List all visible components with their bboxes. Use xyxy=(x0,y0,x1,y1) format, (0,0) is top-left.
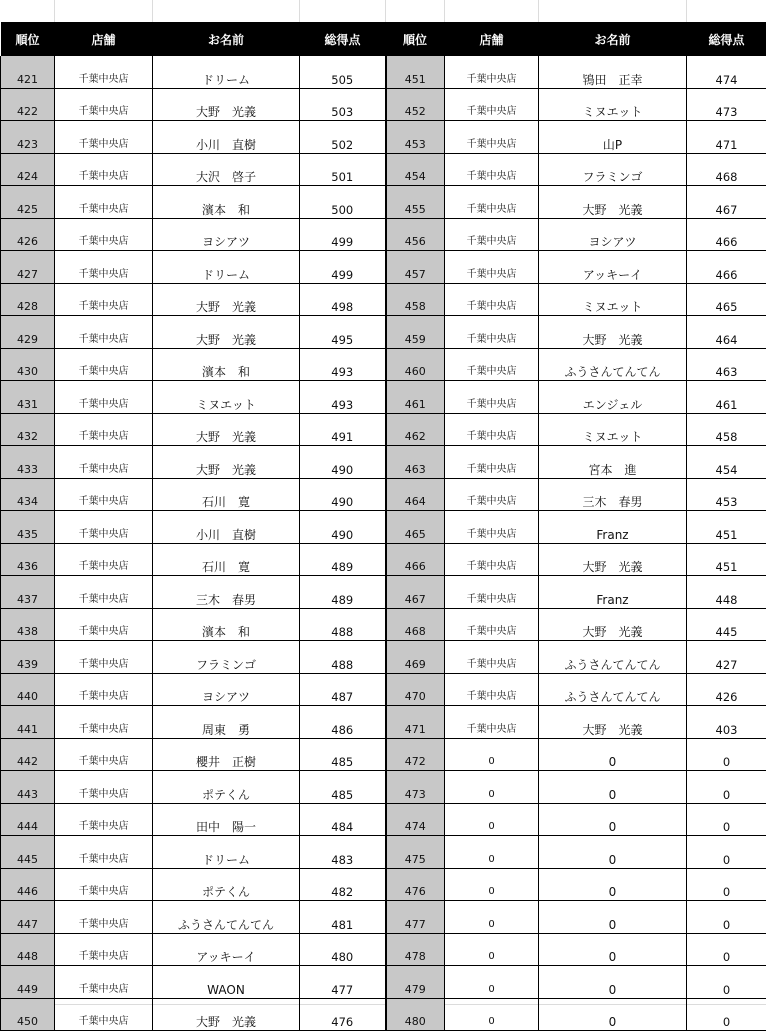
rank-cell[interactable]: 455 xyxy=(386,186,445,219)
rank-cell[interactable]: 458 xyxy=(386,283,445,316)
name-cell[interactable]: ふうさんてんてん xyxy=(539,641,687,674)
table-row xyxy=(1,381,766,414)
score-cell[interactable]: 0 xyxy=(687,901,766,934)
table-row xyxy=(1,283,766,316)
store-cell[interactable]: 0 xyxy=(445,738,539,771)
score-cell[interactable]: 493 xyxy=(300,348,386,381)
rank-cell[interactable]: 465 xyxy=(386,511,445,544)
score-cell[interactable]: 489 xyxy=(300,543,386,576)
score-cell[interactable]: 499 xyxy=(300,251,386,284)
score-cell[interactable]: 477 xyxy=(300,966,386,999)
store-cell[interactable]: 千葉中央店 xyxy=(55,251,153,284)
rank-cell[interactable]: 432 xyxy=(1,413,55,446)
score-cell[interactable]: 403 xyxy=(687,706,766,739)
score-cell[interactable]: 466 xyxy=(687,251,766,284)
score-cell[interactable]: 454 xyxy=(687,446,766,479)
store-cell[interactable]: 千葉中央店 xyxy=(55,283,153,316)
rank-cell[interactable]: 440 xyxy=(1,673,55,706)
score-cell[interactable]: 466 xyxy=(687,218,766,251)
name-cell[interactable]: 櫻井 正樹 xyxy=(153,738,300,771)
name-cell[interactable]: 大野 光義 xyxy=(153,88,300,121)
name-cell[interactable]: 0 xyxy=(539,868,687,901)
score-cell[interactable]: 453 xyxy=(687,478,766,511)
store-cell[interactable]: 千葉中央店 xyxy=(445,218,539,251)
table-row xyxy=(1,998,766,1031)
name-cell[interactable]: Franz xyxy=(539,511,687,544)
rank-cell[interactable]: 438 xyxy=(1,608,55,641)
table-row xyxy=(1,673,766,706)
rank-cell[interactable]: 442 xyxy=(1,738,55,771)
table-row xyxy=(1,706,766,739)
table-row xyxy=(1,218,766,251)
score-cell[interactable]: 458 xyxy=(687,413,766,446)
table-row xyxy=(1,121,766,154)
score-cell[interactable]: 0 xyxy=(687,803,766,836)
store-cell[interactable]: 千葉中央店 xyxy=(55,608,153,641)
store-cell[interactable]: 0 xyxy=(445,966,539,999)
name-cell[interactable]: ポテくん xyxy=(153,771,300,804)
store-cell[interactable]: 千葉中央店 xyxy=(445,186,539,219)
score-cell[interactable]: 463 xyxy=(687,348,766,381)
table-row xyxy=(1,88,766,121)
store-cell[interactable]: 千葉中央店 xyxy=(445,413,539,446)
score-cell[interactable]: 498 xyxy=(300,283,386,316)
header-score: 総得点 xyxy=(300,22,386,56)
table-row xyxy=(1,771,766,804)
store-cell[interactable]: 千葉中央店 xyxy=(55,56,153,88)
rank-cell[interactable]: 421 xyxy=(1,56,55,88)
table-row xyxy=(1,543,766,576)
name-cell[interactable]: 小川 直樹 xyxy=(153,121,300,154)
rank-cell[interactable]: 424 xyxy=(1,153,55,186)
score-cell[interactable]: 486 xyxy=(300,706,386,739)
score-cell[interactable]: 465 xyxy=(687,283,766,316)
header-store: 店舗 xyxy=(445,22,539,56)
score-cell[interactable]: 445 xyxy=(687,608,766,641)
rank-cell[interactable]: 463 xyxy=(386,446,445,479)
rank-cell[interactable]: 447 xyxy=(1,901,55,934)
table-row xyxy=(1,836,766,869)
store-cell[interactable]: 千葉中央店 xyxy=(55,868,153,901)
rank-cell[interactable]: 459 xyxy=(386,316,445,349)
rank-cell[interactable]: 425 xyxy=(1,186,55,219)
name-cell[interactable]: ヨシアツ xyxy=(539,218,687,251)
table-row xyxy=(1,966,766,999)
name-cell[interactable]: 0 xyxy=(539,836,687,869)
ranking-table xyxy=(0,22,766,1031)
name-cell[interactable]: 石川 寛 xyxy=(153,543,300,576)
name-cell[interactable]: 周東 勇 xyxy=(153,706,300,739)
table-row xyxy=(1,738,766,771)
rank-cell[interactable]: 467 xyxy=(386,576,445,609)
score-cell[interactable]: 502 xyxy=(300,121,386,154)
store-cell[interactable]: 千葉中央店 xyxy=(55,511,153,544)
header-rank: 順位 xyxy=(1,22,55,56)
score-cell[interactable]: 468 xyxy=(687,153,766,186)
store-cell[interactable]: 千葉中央店 xyxy=(55,576,153,609)
score-cell[interactable]: 426 xyxy=(687,673,766,706)
name-cell[interactable]: 0 xyxy=(539,966,687,999)
store-cell[interactable]: 千葉中央店 xyxy=(445,153,539,186)
store-cell[interactable]: 千葉中央店 xyxy=(445,381,539,414)
store-cell[interactable]: 千葉中央店 xyxy=(55,478,153,511)
store-cell[interactable]: 千葉中央店 xyxy=(55,381,153,414)
table-row xyxy=(1,186,766,219)
score-cell[interactable]: 473 xyxy=(687,88,766,121)
name-cell[interactable]: ヨシアツ xyxy=(153,218,300,251)
store-cell[interactable]: 千葉中央店 xyxy=(55,348,153,381)
store-cell[interactable]: 千葉中央店 xyxy=(445,88,539,121)
table-row xyxy=(1,153,766,186)
rank-cell[interactable]: 436 xyxy=(1,543,55,576)
rank-cell[interactable]: 480 xyxy=(386,998,445,1031)
name-cell[interactable]: 大野 光義 xyxy=(153,446,300,479)
score-cell[interactable]: 485 xyxy=(300,771,386,804)
rank-cell[interactable]: 454 xyxy=(386,153,445,186)
header-name: お名前 xyxy=(539,22,687,56)
store-cell[interactable]: 0 xyxy=(445,933,539,966)
name-cell[interactable]: 三木 春男 xyxy=(153,576,300,609)
table-row xyxy=(1,901,766,934)
rank-cell[interactable]: 422 xyxy=(1,88,55,121)
rank-cell[interactable]: 470 xyxy=(386,673,445,706)
name-cell[interactable]: ポテくん xyxy=(153,868,300,901)
rank-cell[interactable]: 473 xyxy=(386,771,445,804)
rank-cell[interactable]: 457 xyxy=(386,251,445,284)
score-cell[interactable]: 499 xyxy=(300,218,386,251)
rank-cell[interactable]: 461 xyxy=(386,381,445,414)
store-cell[interactable]: 千葉中央店 xyxy=(55,738,153,771)
rank-cell[interactable]: 445 xyxy=(1,836,55,869)
name-cell[interactable]: 0 xyxy=(539,901,687,934)
store-cell[interactable]: 千葉中央店 xyxy=(55,186,153,219)
rank-cell[interactable]: 446 xyxy=(1,868,55,901)
score-cell[interactable]: 0 xyxy=(687,933,766,966)
store-cell[interactable]: 千葉中央店 xyxy=(445,673,539,706)
rank-cell[interactable]: 474 xyxy=(386,803,445,836)
table-row xyxy=(1,316,766,349)
name-cell[interactable]: 0 xyxy=(539,998,687,1031)
ranking-body xyxy=(1,56,766,1031)
score-cell[interactable]: 500 xyxy=(300,186,386,219)
rank-cell[interactable]: 430 xyxy=(1,348,55,381)
name-cell[interactable]: 大野 光義 xyxy=(153,283,300,316)
store-cell[interactable]: 千葉中央店 xyxy=(55,673,153,706)
store-cell[interactable]: 千葉中央店 xyxy=(55,88,153,121)
name-cell[interactable]: 大野 光義 xyxy=(153,413,300,446)
name-cell[interactable]: ふうさんてんてん xyxy=(153,901,300,934)
name-cell[interactable]: 田中 陽一 xyxy=(153,803,300,836)
rank-cell[interactable]: 431 xyxy=(1,381,55,414)
name-cell[interactable]: 石川 寛 xyxy=(153,478,300,511)
name-cell[interactable]: ふうさんてんてん xyxy=(539,673,687,706)
table-row xyxy=(1,608,766,641)
rank-cell[interactable]: 469 xyxy=(386,641,445,674)
store-cell[interactable]: 千葉中央店 xyxy=(445,608,539,641)
rank-cell[interactable]: 433 xyxy=(1,446,55,479)
store-cell[interactable]: 千葉中央店 xyxy=(445,576,539,609)
score-cell[interactable]: 491 xyxy=(300,413,386,446)
store-cell[interactable]: 千葉中央店 xyxy=(55,966,153,999)
rank-cell[interactable]: 453 xyxy=(386,121,445,154)
score-cell[interactable]: 474 xyxy=(687,56,766,88)
rank-cell[interactable]: 476 xyxy=(386,868,445,901)
store-cell[interactable]: 千葉中央店 xyxy=(55,413,153,446)
store-cell[interactable]: 千葉中央店 xyxy=(55,543,153,576)
score-cell[interactable]: 483 xyxy=(300,836,386,869)
rank-cell[interactable]: 448 xyxy=(1,933,55,966)
table-row xyxy=(1,478,766,511)
rank-cell[interactable]: 462 xyxy=(386,413,445,446)
name-cell[interactable]: Franz xyxy=(539,576,687,609)
store-cell[interactable]: 千葉中央店 xyxy=(445,348,539,381)
store-cell[interactable]: 千葉中央店 xyxy=(445,543,539,576)
name-cell[interactable]: エンジェル xyxy=(539,381,687,414)
store-cell[interactable]: 千葉中央店 xyxy=(55,446,153,479)
name-cell[interactable]: ミヌエット xyxy=(153,381,300,414)
store-cell[interactable]: 千葉中央店 xyxy=(55,933,153,966)
score-cell[interactable]: 471 xyxy=(687,121,766,154)
store-cell[interactable]: 千葉中央店 xyxy=(445,316,539,349)
table-row xyxy=(1,348,766,381)
rank-cell[interactable]: 429 xyxy=(1,316,55,349)
name-cell[interactable]: 濱本 和 xyxy=(153,186,300,219)
store-cell[interactable]: 千葉中央店 xyxy=(445,56,539,88)
store-cell[interactable]: 千葉中央店 xyxy=(55,316,153,349)
store-cell[interactable]: 0 xyxy=(445,868,539,901)
rank-cell[interactable]: 449 xyxy=(1,966,55,999)
score-cell[interactable]: 0 xyxy=(687,771,766,804)
rank-cell[interactable]: 434 xyxy=(1,478,55,511)
name-cell[interactable]: 大野 光義 xyxy=(539,543,687,576)
store-cell[interactable]: 千葉中央店 xyxy=(55,836,153,869)
score-cell[interactable]: 0 xyxy=(687,836,766,869)
name-cell[interactable]: 大野 光義 xyxy=(539,706,687,739)
store-cell[interactable]: 千葉中央店 xyxy=(55,998,153,1031)
rank-cell[interactable]: 477 xyxy=(386,901,445,934)
table-row xyxy=(1,56,766,88)
score-cell[interactable]: 488 xyxy=(300,608,386,641)
score-cell[interactable]: 495 xyxy=(300,316,386,349)
rank-cell[interactable]: 466 xyxy=(386,543,445,576)
rank-cell[interactable]: 427 xyxy=(1,251,55,284)
name-cell[interactable]: 三木 春男 xyxy=(539,478,687,511)
name-cell[interactable]: ヨシアツ xyxy=(153,673,300,706)
name-cell[interactable]: フラミンゴ xyxy=(153,641,300,674)
rank-cell[interactable]: 464 xyxy=(386,478,445,511)
name-cell[interactable]: フラミンゴ xyxy=(539,153,687,186)
score-cell[interactable]: 503 xyxy=(300,88,386,121)
name-cell[interactable]: 0 xyxy=(539,933,687,966)
rank-cell[interactable]: 441 xyxy=(1,706,55,739)
store-cell[interactable]: 千葉中央店 xyxy=(55,706,153,739)
rank-cell[interactable]: 450 xyxy=(1,998,55,1031)
score-cell[interactable]: 489 xyxy=(300,576,386,609)
name-cell[interactable]: ふうさんてんてん xyxy=(539,348,687,381)
score-cell[interactable]: 484 xyxy=(300,803,386,836)
score-cell[interactable]: 488 xyxy=(300,641,386,674)
score-cell[interactable]: 501 xyxy=(300,153,386,186)
name-cell[interactable]: アッキーイ xyxy=(153,933,300,966)
score-cell[interactable]: 464 xyxy=(687,316,766,349)
name-cell[interactable]: 宮本 進 xyxy=(539,446,687,479)
store-cell[interactable]: 千葉中央店 xyxy=(445,446,539,479)
name-cell[interactable]: 大沢 啓子 xyxy=(153,153,300,186)
store-cell[interactable]: 千葉中央店 xyxy=(55,803,153,836)
rank-cell[interactable]: 460 xyxy=(386,348,445,381)
score-cell[interactable]: 0 xyxy=(687,998,766,1031)
header-rank: 順位 xyxy=(386,22,445,56)
rank-cell[interactable]: 468 xyxy=(386,608,445,641)
store-cell[interactable]: 千葉中央店 xyxy=(55,153,153,186)
name-cell[interactable]: 大野 光義 xyxy=(539,608,687,641)
rank-cell[interactable]: 444 xyxy=(1,803,55,836)
name-cell[interactable]: ドリーム xyxy=(153,56,300,88)
score-cell[interactable]: 461 xyxy=(687,381,766,414)
name-cell[interactable]: 鴇田 正幸 xyxy=(539,56,687,88)
name-cell[interactable]: 濱本 和 xyxy=(153,608,300,641)
score-cell[interactable]: 481 xyxy=(300,901,386,934)
header-name: お名前 xyxy=(153,22,300,56)
store-cell[interactable]: 千葉中央店 xyxy=(445,121,539,154)
table-row xyxy=(1,868,766,901)
rank-cell[interactable]: 437 xyxy=(1,576,55,609)
score-cell[interactable]: 485 xyxy=(300,738,386,771)
score-cell[interactable]: 482 xyxy=(300,868,386,901)
rank-cell[interactable]: 428 xyxy=(1,283,55,316)
score-cell[interactable]: 0 xyxy=(687,966,766,999)
store-cell[interactable]: 千葉中央店 xyxy=(55,771,153,804)
store-cell[interactable]: 0 xyxy=(445,901,539,934)
rank-cell[interactable]: 435 xyxy=(1,511,55,544)
name-cell[interactable]: 小川 直樹 xyxy=(153,511,300,544)
table-row xyxy=(1,641,766,674)
store-cell[interactable]: 千葉中央店 xyxy=(55,121,153,154)
score-cell[interactable]: 490 xyxy=(300,446,386,479)
score-cell[interactable]: 490 xyxy=(300,478,386,511)
store-cell[interactable]: 千葉中央店 xyxy=(445,706,539,739)
score-cell[interactable]: 480 xyxy=(300,933,386,966)
store-cell[interactable]: 0 xyxy=(445,803,539,836)
store-cell[interactable]: 千葉中央店 xyxy=(445,511,539,544)
rank-cell[interactable]: 443 xyxy=(1,771,55,804)
rank-cell[interactable]: 423 xyxy=(1,121,55,154)
table-row xyxy=(1,251,766,284)
rank-cell[interactable]: 452 xyxy=(386,88,445,121)
score-cell[interactable]: 0 xyxy=(687,868,766,901)
rank-cell[interactable]: 451 xyxy=(386,56,445,88)
score-cell[interactable]: 467 xyxy=(687,186,766,219)
rank-cell[interactable]: 426 xyxy=(1,218,55,251)
name-cell[interactable]: アッキーイ xyxy=(539,251,687,284)
score-cell[interactable]: 0 xyxy=(687,738,766,771)
table-row xyxy=(1,576,766,609)
table-row xyxy=(1,933,766,966)
score-cell[interactable]: 427 xyxy=(687,641,766,674)
store-cell[interactable]: 千葉中央店 xyxy=(55,901,153,934)
name-cell[interactable]: 大野 光義 xyxy=(153,316,300,349)
name-cell[interactable]: ミヌエット xyxy=(539,88,687,121)
rank-cell[interactable]: 475 xyxy=(386,836,445,869)
name-cell[interactable]: ミヌエット xyxy=(539,413,687,446)
name-cell[interactable]: WAON xyxy=(153,966,300,999)
name-cell[interactable]: 大野 光義 xyxy=(153,998,300,1031)
store-cell[interactable]: 千葉中央店 xyxy=(445,641,539,674)
score-cell[interactable]: 490 xyxy=(300,511,386,544)
store-cell[interactable]: 0 xyxy=(445,836,539,869)
rank-cell[interactable]: 456 xyxy=(386,218,445,251)
header-row xyxy=(1,22,766,56)
store-cell[interactable]: 千葉中央店 xyxy=(445,251,539,284)
name-cell[interactable]: ドリーム xyxy=(153,836,300,869)
table-row xyxy=(1,413,766,446)
name-cell[interactable]: ミヌエット xyxy=(539,283,687,316)
name-cell[interactable]: 0 xyxy=(539,803,687,836)
table-row xyxy=(1,446,766,479)
name-cell[interactable]: 0 xyxy=(539,771,687,804)
score-cell[interactable]: 487 xyxy=(300,673,386,706)
name-cell[interactable]: 濱本 和 xyxy=(153,348,300,381)
name-cell[interactable]: 大野 光義 xyxy=(539,186,687,219)
header-store: 店舗 xyxy=(55,22,153,56)
store-cell[interactable]: 0 xyxy=(445,771,539,804)
rank-cell[interactable]: 439 xyxy=(1,641,55,674)
score-cell[interactable]: 448 xyxy=(687,576,766,609)
rank-cell[interactable]: 479 xyxy=(386,966,445,999)
name-cell[interactable]: ドリーム xyxy=(153,251,300,284)
name-cell[interactable]: 0 xyxy=(539,738,687,771)
store-cell[interactable]: 千葉中央店 xyxy=(55,218,153,251)
header-score: 総得点 xyxy=(687,22,766,56)
table-row xyxy=(1,803,766,836)
table-row xyxy=(1,511,766,544)
score-cell[interactable]: 451 xyxy=(687,511,766,544)
store-cell[interactable]: 千葉中央店 xyxy=(55,641,153,674)
name-cell[interactable]: 山P xyxy=(539,121,687,154)
score-cell[interactable]: 493 xyxy=(300,381,386,414)
store-cell[interactable]: 千葉中央店 xyxy=(445,283,539,316)
score-cell[interactable]: 451 xyxy=(687,543,766,576)
name-cell[interactable]: 大野 光義 xyxy=(539,316,687,349)
score-cell[interactable]: 476 xyxy=(300,998,386,1031)
rank-cell[interactable]: 478 xyxy=(386,933,445,966)
score-cell[interactable]: 505 xyxy=(300,56,386,88)
store-cell[interactable]: 千葉中央店 xyxy=(445,478,539,511)
store-cell[interactable]: 0 xyxy=(445,998,539,1031)
rank-cell[interactable]: 471 xyxy=(386,706,445,739)
rank-cell[interactable]: 472 xyxy=(386,738,445,771)
